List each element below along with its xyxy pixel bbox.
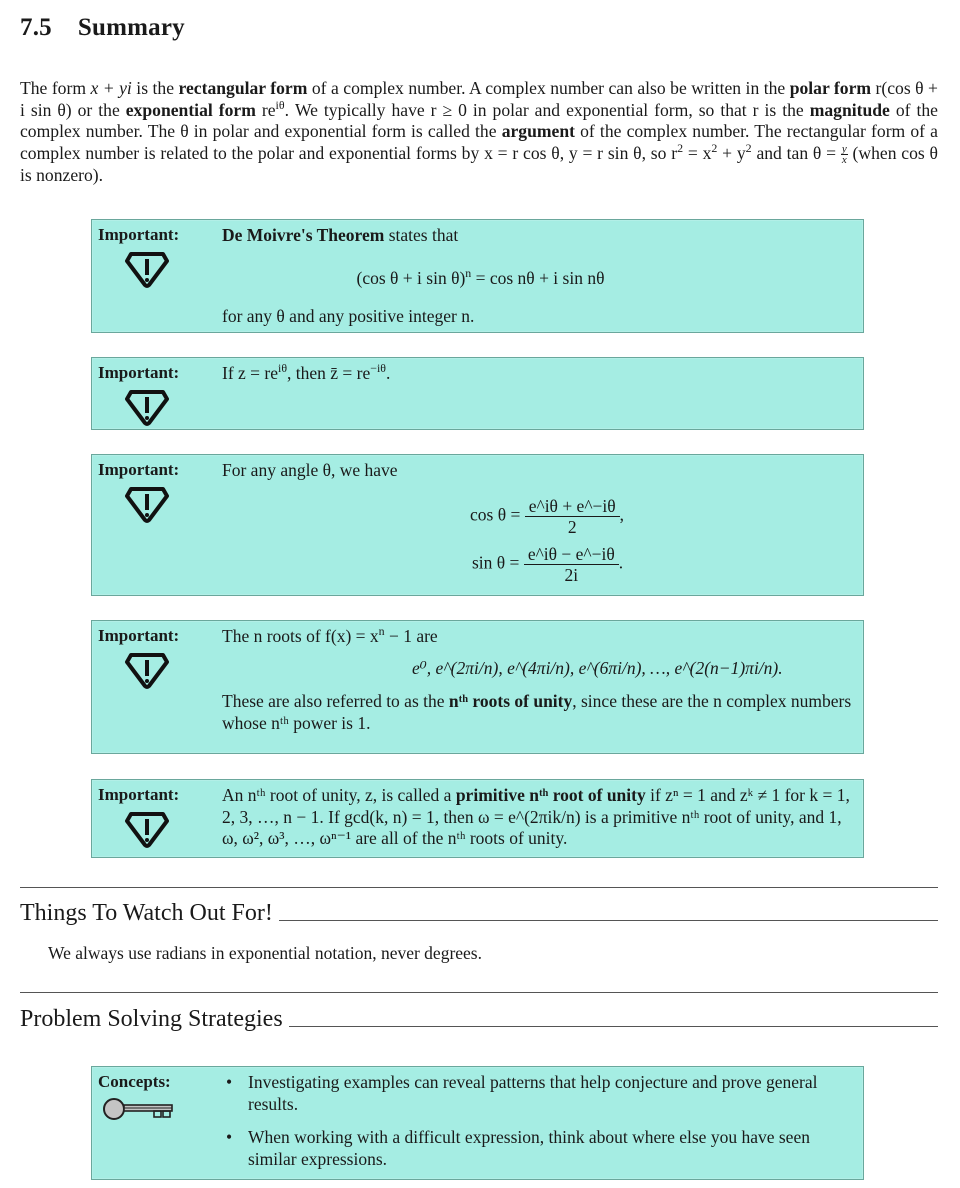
cos-identity bbox=[470, 496, 624, 537]
equation-lhs: cos θ = bbox=[470, 504, 521, 525]
box-text: If z = re bbox=[222, 363, 279, 383]
superscript: n bbox=[465, 265, 472, 280]
intro-text: r(cos θ + i sin θ) or the bbox=[20, 78, 938, 120]
intro-text: re bbox=[255, 99, 276, 120]
box-text: , since these are the n complex numbers whose nᵗʰ power is 1. bbox=[222, 691, 852, 733]
box-text: . bbox=[385, 363, 391, 383]
box-content bbox=[224, 1072, 859, 1182]
box-label: Important: bbox=[98, 460, 180, 479]
fraction-numerator: e^iθ − e^−iθ bbox=[524, 544, 619, 565]
box-label: Important: bbox=[98, 225, 180, 244]
list-item: • Investigating examples can reveal patterns that help conjecture and prove general results. bbox=[224, 1072, 859, 1115]
term-exponential-form: exponential form bbox=[125, 99, 256, 120]
box-content bbox=[222, 626, 859, 734]
term-polar-form: polar form bbox=[789, 78, 872, 98]
fraction-denominator: 2i bbox=[564, 565, 579, 585]
box-content bbox=[222, 785, 859, 850]
box-text: An nᵗʰ root of unity, z, is called a bbox=[222, 785, 456, 805]
section-title bbox=[20, 14, 185, 42]
fraction-numerator: e^iθ + e^−iθ bbox=[525, 496, 620, 517]
heading-rule bbox=[279, 920, 938, 921]
box-label: Concepts: bbox=[98, 1072, 171, 1091]
theorem-name: De Moivre's Theorem bbox=[222, 225, 385, 245]
intro-text: + y bbox=[717, 142, 746, 163]
box-text: − 1 are bbox=[384, 626, 438, 646]
warning-triangle-icon bbox=[123, 388, 171, 426]
roots-list: e⁰, e^(2πi/n), e^(4πi/n), e^(6πi/n), …, e^(2(n−1)πi/n). bbox=[412, 657, 783, 678]
term-primitive-root: primitive nᵗʰ root of unity bbox=[455, 785, 646, 805]
intro-text: The form bbox=[20, 78, 91, 98]
concepts-list bbox=[224, 1072, 859, 1170]
intro-text: of the complex number. The θ in polar and exponential form is called the bbox=[20, 99, 938, 142]
important-box-de-moivre bbox=[91, 219, 864, 333]
intro-paragraph bbox=[20, 78, 938, 187]
intro-text: and tan θ = bbox=[751, 142, 841, 163]
fraction bbox=[524, 544, 619, 585]
important-box-conjugate bbox=[91, 357, 864, 430]
equation-lhs: sin θ = bbox=[472, 552, 520, 573]
box-text: For any angle θ, we have bbox=[222, 460, 398, 480]
box-label: Important: bbox=[98, 626, 180, 645]
section-number: 7.5 bbox=[20, 14, 52, 41]
punctuation: , bbox=[619, 504, 625, 525]
divider bbox=[20, 887, 938, 888]
sin-identity bbox=[472, 544, 623, 585]
box-text: if zⁿ = 1 and zᵏ ≠ 1 for k = 1, 2, 3, …, n − 1. If gcd(k, n) = 1, then ω = e^(2πik/n) is a primitive nᵗʰ root of unity, and 1, ω, ω², ω³, …, ωⁿ⁻¹ are all of the nᵗʰ roots of unity. bbox=[222, 785, 850, 848]
superscript: 2 bbox=[711, 140, 718, 155]
intro-text: of the complex number. The rectangular form of a complex number is related to the polar and exponential forms by x = r cos θ, y = r sin θ, so r bbox=[20, 121, 938, 163]
box-content bbox=[222, 225, 859, 328]
box-label: Important: bbox=[98, 363, 180, 382]
box-text: for any θ and any positive integer n. bbox=[222, 306, 475, 326]
heading-text: Problem Solving Strategies bbox=[20, 1006, 283, 1032]
superscript: n bbox=[378, 624, 385, 639]
box-label: Important: bbox=[98, 785, 180, 804]
heading-rule bbox=[289, 1026, 938, 1027]
list-item: • When working with a difficult expression, think about where else you have seen similar expressions. bbox=[224, 1127, 859, 1170]
equation-rhs: = cos nθ + i sin nθ bbox=[471, 267, 605, 288]
box-text: These are also referred to as the bbox=[222, 691, 449, 711]
watch-out-heading bbox=[20, 900, 938, 927]
heading-text: Things To Watch Out For! bbox=[20, 900, 273, 926]
term-roots-of-unity: nᵗʰ roots of unity bbox=[448, 691, 573, 711]
intro-text: = x bbox=[683, 142, 712, 163]
intro-text: of a complex number. A complex number can also be written in the bbox=[307, 78, 790, 98]
important-box-euler-identities bbox=[91, 454, 864, 596]
term-argument: argument bbox=[501, 121, 575, 142]
warning-triangle-icon bbox=[123, 250, 171, 288]
box-text: states that bbox=[384, 225, 459, 245]
important-box-roots-of-unity bbox=[91, 620, 864, 754]
key-icon bbox=[102, 1097, 174, 1121]
superscript: iθ bbox=[275, 97, 285, 112]
superscript: 2 bbox=[677, 140, 684, 155]
math-xyi: x + yi bbox=[90, 78, 132, 98]
intro-text: (when cos θ is nonzero). bbox=[20, 142, 938, 186]
superscript: −iθ bbox=[370, 361, 386, 376]
box-content bbox=[222, 363, 859, 385]
punctuation: . bbox=[618, 552, 624, 573]
strategies-heading bbox=[20, 1006, 938, 1033]
box-text: , then z̄ = re bbox=[287, 363, 371, 383]
warning-triangle-icon bbox=[123, 810, 171, 848]
divider bbox=[20, 992, 938, 993]
intro-text: . We typically have r ≥ 0 in polar and exponential form, so that r is the bbox=[284, 99, 810, 120]
equation-lhs: (cos θ + i sin θ) bbox=[356, 267, 466, 288]
superscript: iθ bbox=[278, 361, 288, 376]
watch-out-text: We always use radians in exponential notation, never degrees. bbox=[48, 943, 482, 963]
important-box-primitive-roots bbox=[91, 779, 864, 858]
fraction-y-over-x bbox=[841, 144, 848, 165]
superscript: 2 bbox=[745, 140, 752, 155]
fraction-numerator: y bbox=[841, 143, 847, 156]
section-title-text: Summary bbox=[77, 14, 185, 41]
concepts-box bbox=[91, 1066, 864, 1180]
fraction-denominator: 2 bbox=[567, 517, 577, 537]
term-rectangular-form: rectangular form bbox=[178, 78, 308, 98]
fraction-denominator: x bbox=[841, 154, 847, 167]
fraction bbox=[525, 496, 620, 537]
de-moivre-equation bbox=[222, 265, 739, 290]
term-magnitude: magnitude bbox=[809, 99, 890, 120]
intro-text: is the bbox=[131, 78, 179, 98]
warning-triangle-icon bbox=[123, 651, 171, 689]
box-text: The n roots of f(x) = x bbox=[222, 626, 379, 646]
warning-triangle-icon bbox=[123, 485, 171, 523]
